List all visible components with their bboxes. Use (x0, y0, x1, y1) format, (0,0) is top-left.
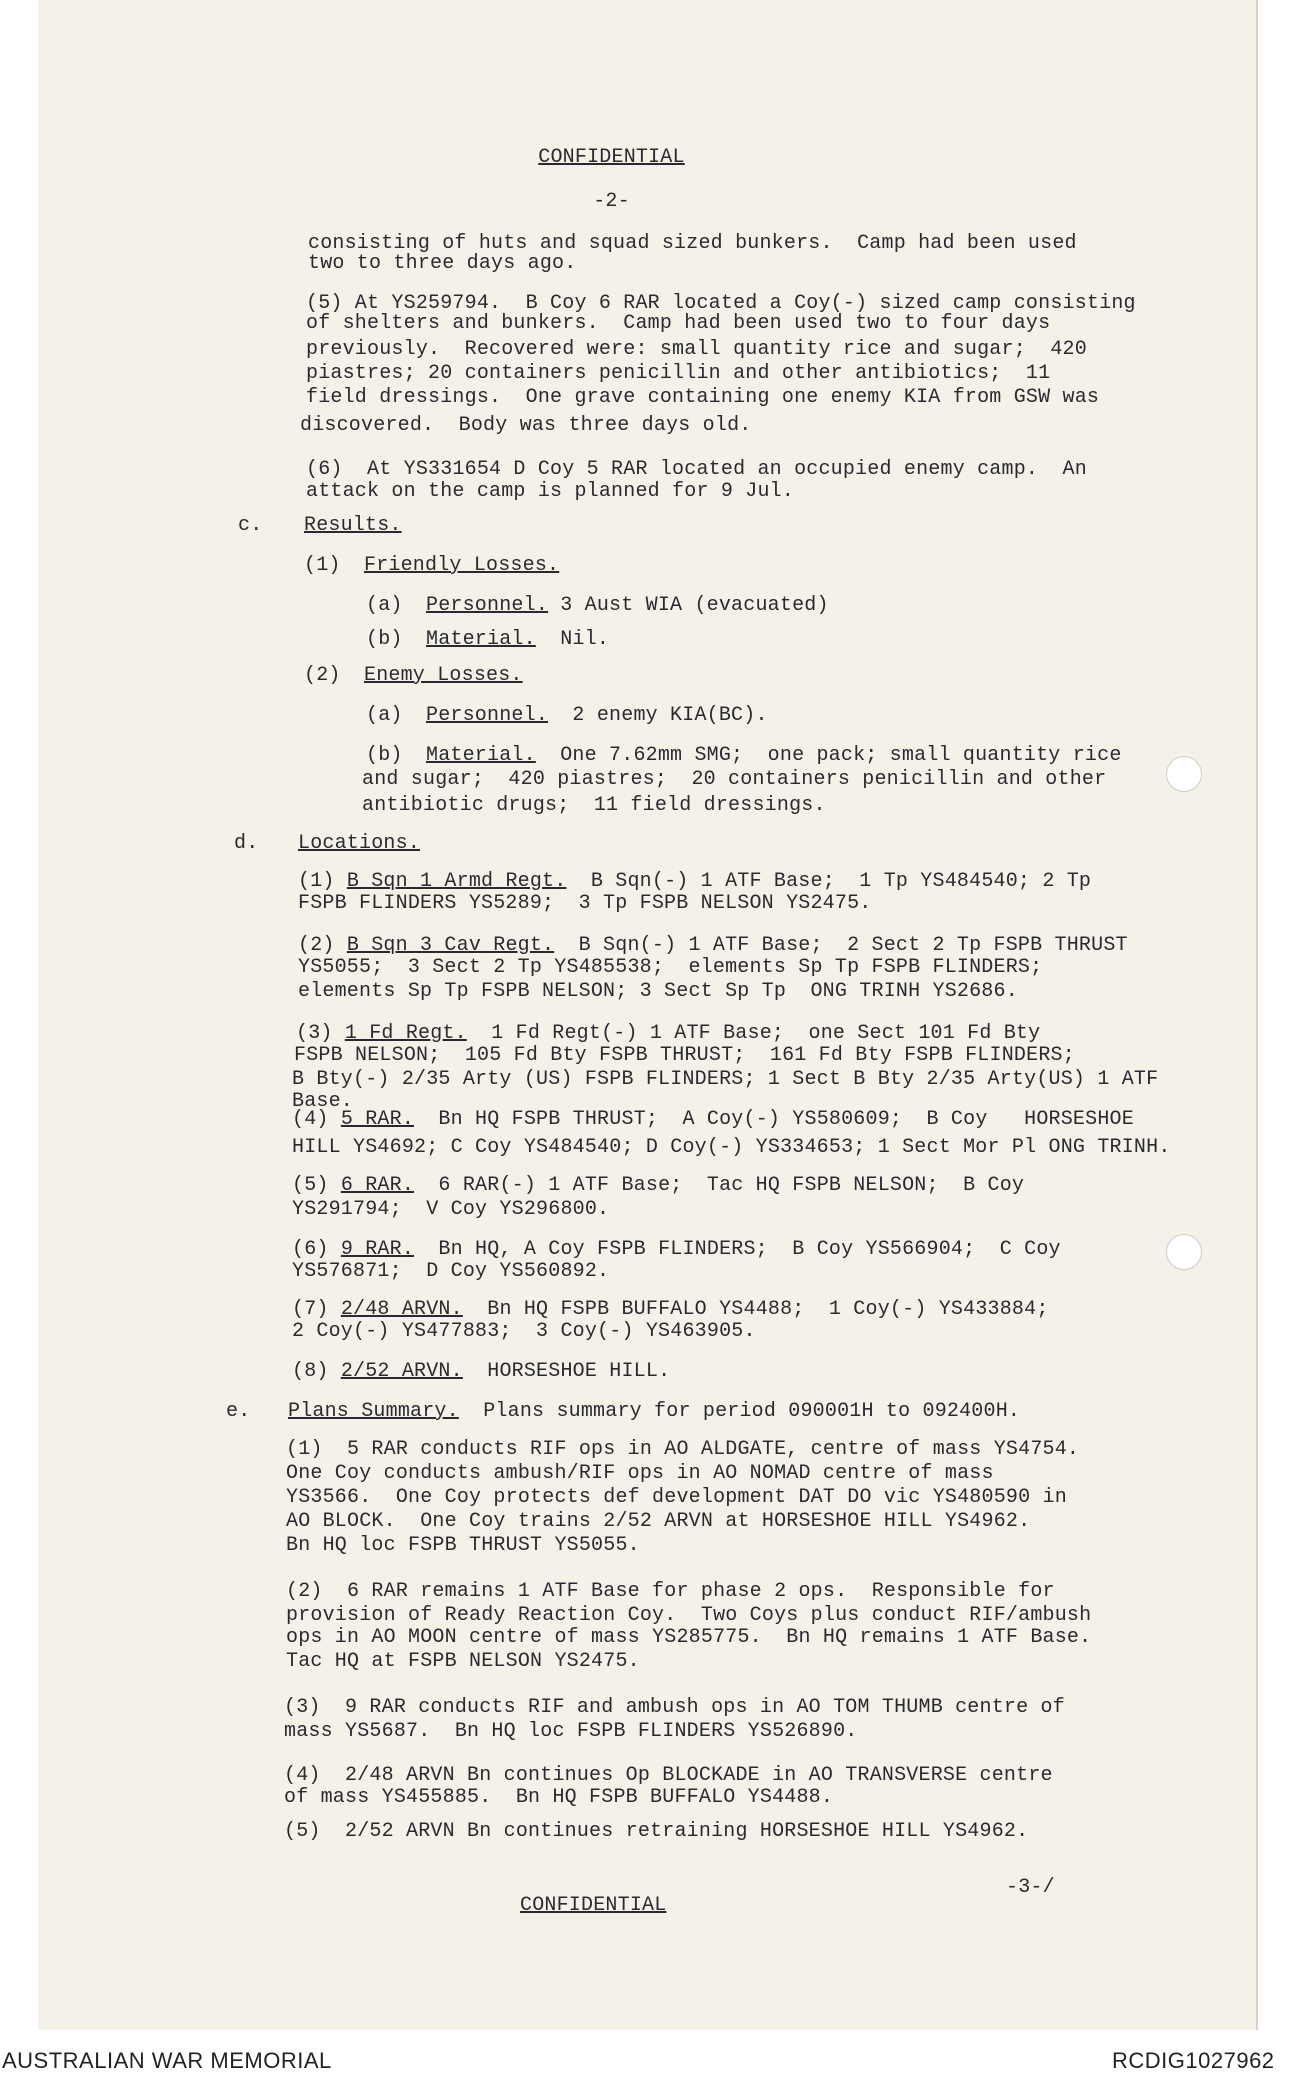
location-8-row (292, 1360, 670, 1384)
friendly-losses-num: (1) (304, 554, 341, 577)
punch-hole-bottom (1166, 1234, 1202, 1270)
location-2-text-2: YS5055; 3 Sect 2 Tp YS485538; elements Sp Tp FSPB FLINDERS; (298, 956, 1043, 979)
plans-heading-row (288, 1400, 1020, 1424)
location-1-text-1: B Sqn(-) 1 ATF Base; 1 Tp YS484540; 2 Tp (566, 870, 1092, 893)
friendly-personnel-label: Personnel. (426, 594, 549, 617)
location-8-num: (8) (292, 1360, 329, 1383)
location-3-text-1: 1 Fd Regt(-) 1 ATF Base; one Sect 101 Fd Bty (466, 1022, 1041, 1045)
friendly-losses-heading: Friendly Losses. (364, 554, 560, 577)
plan-2-line-1: (2) 6 RAR remains 1 ATF Base for phase 2 ops. Responsible for (286, 1580, 1055, 1603)
plan-3-line-1: (3) 9 RAR conducts RIF and ambush ops in AO TOM THUMB centre of (284, 1696, 1065, 1719)
locations-heading: Locations. (298, 832, 421, 855)
friendly-material-row (426, 628, 609, 652)
item5-line-3: previously. Recovered were: small quantity rice and sugar; 420 (306, 338, 1087, 361)
location-2-row (298, 934, 1128, 958)
enemy-material-label: Material. (426, 744, 536, 767)
plan-5-line-1: (5) 2/52 ARVN Bn continues retraining HORSESHOE HILL YS4962. (284, 1820, 1029, 1843)
enemy-personnel-row (426, 704, 768, 728)
enemy-material-text-2: and sugar; 420 piastres; 20 containers penicillin and other (362, 768, 1107, 791)
item5-line-1: (5) At YS259794. B Coy 6 RAR located a Coy(-) sized camp consisting (306, 292, 1136, 315)
item5-line-4: piastres; 20 containers penicillin and other antibiotics; 11 (306, 362, 1051, 385)
item5-line-6: discovered. Body was three days old. (300, 414, 752, 437)
friendly-personnel-num: (a) (366, 594, 403, 617)
plan-1-line-3: YS3566. One Coy protects def development DAT DO vic YS480590 in (286, 1486, 1067, 1509)
plan-1-line-5: Bn HQ loc FSPB THRUST YS5055. (286, 1534, 640, 1557)
enemy-material-text-1: One 7.62mm SMG; one pack; small quantity rice (535, 744, 1122, 767)
classification-footer: CONFIDENTIAL (520, 1894, 667, 1917)
plans-letter: e. (226, 1400, 251, 1423)
plans-heading-text: Plans summary for period 090001H to 092400H. (458, 1400, 1021, 1423)
item5-line-2: of shelters and bunkers. Camp had been used two to four days (306, 312, 1051, 335)
friendly-material-num: (b) (366, 628, 403, 651)
location-6-label: 9 RAR. (340, 1238, 415, 1261)
location-6-text-2: YS576871; D Coy YS560892. (292, 1260, 610, 1283)
plans-heading: Plans Summary. (288, 1400, 459, 1423)
location-7-label: 2/48 ARVN. (340, 1298, 463, 1321)
enemy-material-row (426, 744, 1122, 768)
location-2-text-3: elements Sp Tp FSPB NELSON; 3 Sect Sp Tp ONG TRINH YS2686. (298, 980, 1018, 1003)
enemy-losses-num: (2) (304, 664, 341, 687)
location-2-label: B Sqn 3 Cav Regt. (346, 934, 555, 957)
location-5-num: (5) (292, 1174, 329, 1197)
next-page-marker: -3-/ (1006, 1876, 1055, 1899)
location-6-text-1: Bn HQ, A Coy FSPB FLINDERS; B Coy YS566904; C Coy (414, 1238, 1061, 1261)
location-7-text-1: Bn HQ FSPB BUFFALO YS4488; 1 Coy(-) YS433884; (462, 1298, 1049, 1321)
location-2-text-1: B Sqn(-) 1 ATF Base; 2 Sect 2 Tp FSPB THRUST (554, 934, 1128, 957)
location-4-label: 5 RAR. (340, 1108, 415, 1131)
plan-4-line-2: of mass YS455885. Bn HQ FSPB BUFFALO YS4488. (284, 1786, 834, 1809)
results-heading: Results. (304, 514, 402, 537)
item6-line-2: attack on the camp is planned for 9 Jul. (306, 480, 795, 503)
item6-line-1: (6) At YS331654 D Coy 5 RAR located an occupied enemy camp. An (306, 458, 1087, 481)
location-5-text-2: YS291794; V Coy YS296800. (292, 1198, 610, 1221)
enemy-material-text-3: antibiotic drugs; 11 field dressings. (362, 794, 826, 817)
enemy-personnel-text: 2 enemy KIA(BC). (548, 704, 768, 727)
location-3-text-2: FSPB NELSON; 105 Fd Bty FSPB THRUST; 161 Fd Bty FSPB FLINDERS; (294, 1044, 1075, 1067)
location-3-label: 1 Fd Regt. (344, 1022, 467, 1045)
location-7-num: (7) (292, 1298, 329, 1321)
plan-4-line-1: (4) 2/48 ARVN Bn continues Op BLOCKADE in AO TRANSVERSE centre (284, 1764, 1053, 1787)
location-1-label: B Sqn 1 Armd Regt. (346, 870, 567, 893)
punch-hole-top (1166, 756, 1202, 792)
location-3-row (296, 1022, 1040, 1046)
location-1-text-2: FSPB FLINDERS YS5289; 3 Tp FSPB NELSON YS2475. (298, 892, 872, 915)
archive-reference: RCDIG1027962 (1112, 2048, 1275, 2073)
continuation-line-2: two to three days ago. (308, 252, 577, 275)
plan-1-line-2: One Coy conducts ambush/RIF ops in AO NOMAD centre of mass (286, 1462, 994, 1485)
location-6-num: (6) (292, 1238, 329, 1261)
locations-letter: d. (234, 832, 259, 855)
location-4-text-1: Bn HQ FSPB THRUST; A Coy(-) YS580609; B Coy HORSESHOE (414, 1108, 1134, 1131)
friendly-material-text: Nil. (535, 628, 610, 651)
friendly-material-label: Material. (426, 628, 536, 651)
location-6-row (292, 1238, 1061, 1262)
location-4-text-2: HILL YS4692; C Coy YS484540; D Coy(-) YS334653; 1 Sect Mor Pl ONG TRINH. (292, 1136, 1171, 1159)
plan-2-line-2: provision of Ready Reaction Coy. Two Coys plus conduct RIF/ambush (286, 1604, 1092, 1627)
location-3-num: (3) (296, 1022, 333, 1045)
plan-1-line-4: AO BLOCK. One Coy trains 2/52 ARVN at HORSESHOE HILL YS4962. (286, 1510, 1031, 1533)
page-number: -2- (593, 190, 630, 213)
enemy-personnel-num: (a) (366, 704, 403, 727)
plan-1-line-1: (1) 5 RAR conducts RIF ops in AO ALDGATE, centre of mass YS4754. (286, 1438, 1080, 1461)
location-5-text-1: 6 RAR(-) 1 ATF Base; Tac HQ FSPB NELSON; B Coy (414, 1174, 1025, 1197)
location-5-label: 6 RAR. (340, 1174, 415, 1197)
location-1-num: (1) (298, 870, 335, 893)
classification-header: CONFIDENTIAL (538, 146, 685, 169)
enemy-material-num: (b) (366, 744, 403, 767)
enemy-personnel-label: Personnel. (426, 704, 549, 727)
friendly-personnel-row (426, 594, 829, 618)
plan-2-line-4: Tac HQ at FSPB NELSON YS2475. (286, 1650, 640, 1673)
continuation-line-1: consisting of huts and squad sized bunkers. Camp had been used (308, 232, 1077, 255)
location-7-row (292, 1298, 1049, 1322)
archive-institution: AUSTRALIAN WAR MEMORIAL (2, 2048, 332, 2073)
location-3-text-3: B Bty(-) 2/35 Arty (US) FSPB FLINDERS; 1 Sect B Bty 2/35 Arty(US) 1 ATF (292, 1068, 1159, 1091)
location-4-num: (4) (292, 1108, 329, 1131)
plan-2-line-3: ops in AO MOON centre of mass YS285775. Bn HQ remains 1 ATF Base. (286, 1626, 1092, 1649)
location-3-text-4: Base. (292, 1090, 354, 1113)
location-8-label: 2/52 ARVN. (340, 1360, 463, 1383)
results-letter: c. (238, 514, 263, 537)
location-2-num: (2) (298, 934, 335, 957)
enemy-losses-heading: Enemy Losses. (364, 664, 523, 687)
item5-line-5: field dressings. One grave containing one enemy KIA from GSW was (306, 386, 1100, 409)
location-1-row (298, 870, 1091, 894)
location-4-row (292, 1108, 1134, 1132)
plan-3-line-2: mass YS5687. Bn HQ loc FSPB FLINDERS YS526890. (284, 1720, 858, 1743)
friendly-personnel-text: 3 Aust WIA (evacuated) (548, 594, 829, 617)
location-8-text-1: HORSESHOE HILL. (462, 1360, 671, 1383)
location-5-row (292, 1174, 1024, 1198)
location-7-text-2: 2 Coy(-) YS477883; 3 Coy(-) YS463905. (292, 1320, 756, 1343)
